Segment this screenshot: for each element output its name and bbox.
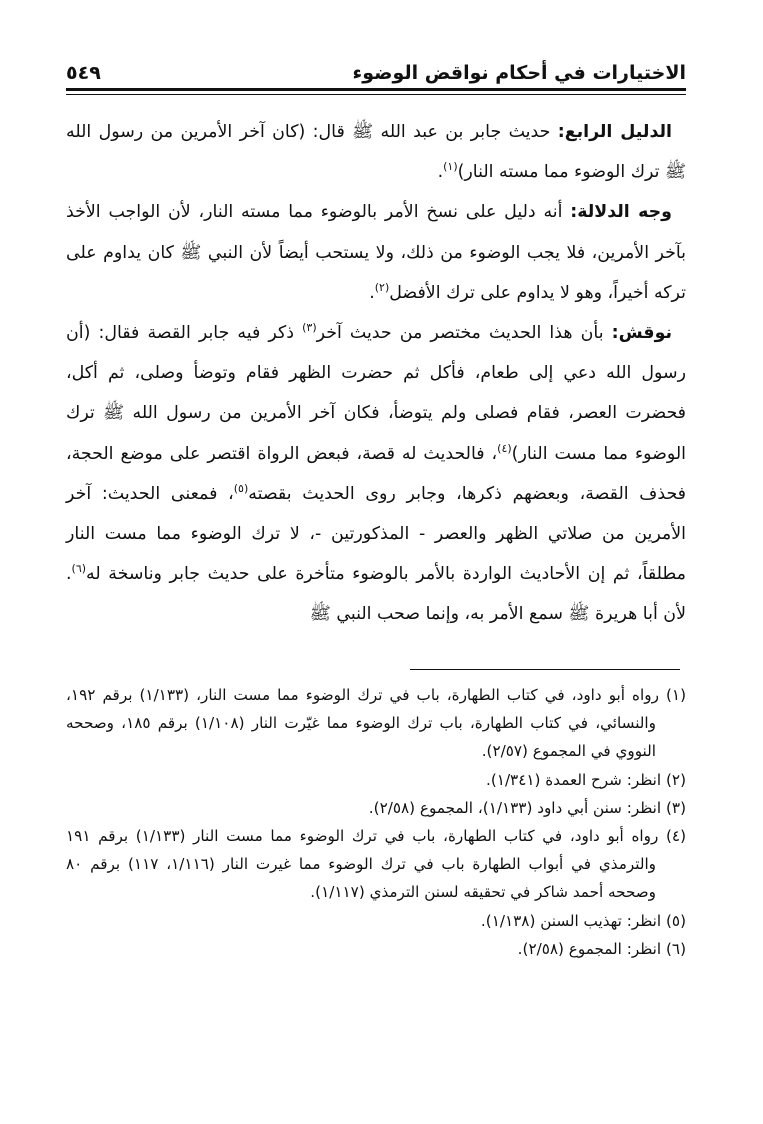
footnote-ref-4[interactable]: (٤) <box>497 441 512 455</box>
footnote-3: (٣) انظر: سنن أبي داود (١/١٣٣)، المجموع (٢/٥٨). <box>368 798 686 817</box>
footnote-separator <box>410 669 680 670</box>
paragraph-evidence <box>66 112 686 192</box>
footnote-5: (٥) انظر: تهذيب السنن (١/١٣٨). <box>480 911 686 930</box>
paragraph-text: ، فالحديث له قصة، فبعض الرواة اقتصر على موضع الحجة، فحذف القصة، وبعضهم ذكرها، وجابر روى الحديث بقصته <box>66 443 686 504</box>
term-objection: نوقش: <box>611 323 672 344</box>
paragraph-text: ذكر فيه جابر القصة فقال: (أن رسول الله دعي إلى طعام، فأكل ثم حضرت الظهر فقام وتوضأ وصلى، ثم أكل، فحضرت العصر، فقام فصلى ولم يتوضأ، فكان آخر الأمرين من رسول الله ﷺ ترك الوضوء مما مست النار) <box>66 323 686 464</box>
footnote-4: (٤) رواه أبو داود، في كتاب الطهارة، باب في ترك الوضوء مما مست النار (١/١٣٣) برقم ١٩١ والترمذي في أبواب الطهارة باب في ترك الوضوء مما غيرت النار (١/١١٦، ١١٧) برقم ٨٠ وصححه أحمد شاكر في تحقيقه لسنن الترمذي (١/١١٧). <box>66 827 686 902</box>
main-text <box>66 112 686 635</box>
term-indication: وجه الدلالة: <box>570 202 672 223</box>
footnotes <box>66 681 686 963</box>
footnote-ref-6[interactable]: (٦) <box>71 562 87 576</box>
paragraph-text: . لأن أبا هريرة ﷺ سمع الأمر به، وإنما صحب النبي ﷺ <box>66 564 686 625</box>
paragraph-tail: . <box>369 282 375 303</box>
footnote-1: (١) رواه أبو داود، في كتاب الطهارة، باب في ترك الوضوء مما مست النار، (١/١٣٣) برقم ١٩٢، والنسائي، في كتاب الطهارة، باب ترك الوضوء مما غيّرت النار (١/١٠٨) برقم ١٨٥، وصححه النووي في المجموع (٢/٥٧). <box>66 686 686 761</box>
footnote-ref-2[interactable]: (٢) <box>374 281 390 295</box>
paragraph-text: حديث جابر بن عبد الله ﷺ قال: (كان آخر الأمرين من رسول الله ﷺ ترك الوضوء مما مسته النار) <box>66 122 686 183</box>
paragraph-text: ، فمعنى الحديث: آخر الأمرين من صلاتي الظهر والعصر - المذكورتين -، لا ترك الوضوء مما مست النار مطلقاً، ثم إن الأحاديث الواردة بالأمر بالوضوء متأخرة على حديث جابر وناسخة له <box>66 483 686 585</box>
header-rule-thin <box>66 94 686 95</box>
running-header <box>66 58 686 88</box>
footnote-2: (٢) انظر: شرح العمدة (١/٣٤١). <box>486 770 686 789</box>
paragraph-objection <box>66 313 686 635</box>
footnote-ref-5[interactable]: (٥) <box>233 482 249 496</box>
paragraph-tail: . <box>437 162 444 183</box>
paragraph-text: بأن هذا الحديث مختصر من حديث آخر <box>316 323 612 344</box>
footnote-ref-3[interactable]: (٣) <box>302 321 317 335</box>
page-number: ٥٤٩ <box>66 62 101 84</box>
header-rule-thick <box>66 88 686 91</box>
term-evidence: الدليل الرابع: <box>557 122 672 142</box>
running-title: الاختيارات في أحكام نواقض الوضوء <box>352 62 686 84</box>
footnote-ref-1[interactable]: (١) <box>443 160 458 174</box>
paragraph-indication <box>66 192 686 313</box>
footnote-6: (٦) انظر: المجموع (٢/٥٨). <box>517 939 686 958</box>
paragraph-text: أنه دليل على نسخ الأمر بالوضوء مما مسته النار، لأن الواجب الأخذ بآخر الأمرين، فلا يجب الوضوء من ذلك، ولا يستحب أيضاً لأن النبي ﷺ كان يداوم على تركه أخيراً، وهو لا يداوم على ترك الأفضل <box>66 202 686 303</box>
